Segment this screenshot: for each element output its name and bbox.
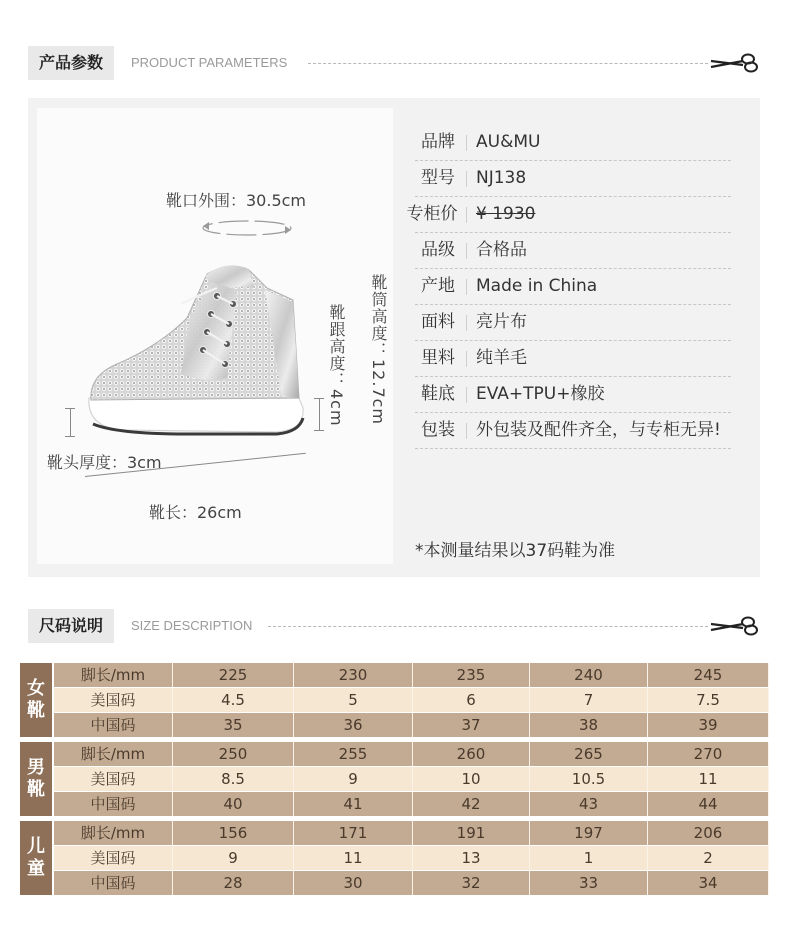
- table-cell: 7: [530, 688, 648, 712]
- table-cell: 34: [648, 871, 769, 895]
- table-cell: 235: [413, 663, 530, 687]
- measurement-note: *本测量结果以37码鞋为准: [415, 541, 616, 561]
- param-label: 专柜价: [406, 204, 458, 224]
- param-value: 亮片布: [476, 312, 527, 332]
- table-cell: 206: [648, 821, 769, 845]
- table-cell: 255: [294, 742, 413, 766]
- table-cell: 8.5: [173, 767, 294, 791]
- table-cell: 13: [413, 846, 530, 870]
- size-divider: [268, 626, 708, 627]
- table-cell: 11: [648, 767, 769, 791]
- row-label-cell: 中国码: [54, 713, 173, 737]
- size-category-label: [20, 663, 52, 737]
- param-separator: [466, 207, 467, 223]
- table-cell: 250: [173, 742, 294, 766]
- param-row-price: [406, 196, 731, 233]
- collar-dimension-label: 靴口外围：30.5cm: [166, 191, 307, 210]
- category-char: 男: [27, 757, 45, 778]
- size-subtitle: SIZE DESCRIPTION: [131, 618, 253, 633]
- param-row-brand: [415, 124, 731, 161]
- row-label-cell: 美国码: [54, 767, 173, 791]
- collar-circumference-marker: [197, 216, 297, 240]
- param-separator: [466, 423, 467, 439]
- table-row: [54, 792, 769, 816]
- toe-thickness-label: 靴头厚度：3cm: [47, 453, 162, 472]
- param-row-lining: [415, 340, 731, 377]
- param-value: 外包装及配件齐全，与专柜无异!: [476, 420, 721, 440]
- table-cell: 240: [530, 663, 648, 687]
- row-label-cell: 中国码: [54, 792, 173, 816]
- param-value: 纯羊毛: [476, 348, 527, 368]
- table-cell: 41: [294, 792, 413, 816]
- table-cell: 39: [648, 713, 769, 737]
- param-separator: [466, 171, 467, 187]
- table-cell: 2: [648, 846, 769, 870]
- table-cell: 245: [648, 663, 769, 687]
- table-cell: 7.5: [648, 688, 769, 712]
- param-label: 品牌: [421, 132, 455, 152]
- table-cell: 225: [173, 663, 294, 687]
- param-row-grade: [415, 232, 731, 269]
- category-char: 靴: [27, 700, 45, 721]
- table-cell: 270: [648, 742, 769, 766]
- table-cell: 230: [294, 663, 413, 687]
- table-cell: 38: [530, 713, 648, 737]
- params-section-header: [28, 46, 763, 80]
- table-cell: 28: [173, 871, 294, 895]
- table-cell: 35: [173, 713, 294, 737]
- param-row-origin: [415, 268, 731, 305]
- table-row: [54, 821, 769, 845]
- shaft-height-label: 靴筒高度：12.7cm: [369, 274, 388, 426]
- param-row-fabric: [415, 304, 731, 341]
- table-cell: 30: [294, 871, 413, 895]
- scissors-icon: [709, 614, 759, 638]
- table-cell: 10.5: [530, 767, 648, 791]
- param-row-sole: [415, 376, 731, 413]
- boot-length-label: 靴长：26cm: [149, 503, 242, 522]
- table-cell: 265: [530, 742, 648, 766]
- param-label: 鞋底: [421, 384, 455, 404]
- table-row: [54, 846, 769, 870]
- size-section-header: [28, 609, 763, 643]
- table-cell: 6: [413, 688, 530, 712]
- param-label: 面料: [421, 312, 455, 332]
- param-label: 里料: [421, 348, 455, 368]
- row-label-cell: 脚长/mm: [54, 821, 173, 845]
- param-separator: [466, 387, 467, 403]
- table-cell: 156: [173, 821, 294, 845]
- params-divider: [308, 63, 708, 64]
- param-row-packaging: [415, 412, 731, 449]
- table-cell: 43: [530, 792, 648, 816]
- row-label-cell: 脚长/mm: [54, 663, 173, 687]
- param-value: EVA+TPU+橡胶: [476, 384, 605, 404]
- table-cell: 32: [413, 871, 530, 895]
- size-category-label: [20, 742, 52, 816]
- table-cell: 260: [413, 742, 530, 766]
- param-separator: [466, 351, 467, 367]
- table-cell: 197: [530, 821, 648, 845]
- shoe-diagram: [37, 108, 393, 564]
- table-row: [54, 742, 769, 766]
- table-cell: 37: [413, 713, 530, 737]
- params-title: 产品参数: [28, 46, 114, 80]
- param-value-price: ¥ 1930: [476, 204, 536, 224]
- table-cell: 191: [413, 821, 530, 845]
- table-cell: 5: [294, 688, 413, 712]
- table-cell: 33: [530, 871, 648, 895]
- param-value: AU&MU: [476, 132, 541, 152]
- row-label-cell: 脚长/mm: [54, 742, 173, 766]
- table-cell: 36: [294, 713, 413, 737]
- param-value: NJ138: [476, 168, 527, 188]
- size-category-label: [20, 821, 52, 895]
- table-row: [54, 663, 769, 687]
- param-separator: [466, 315, 467, 331]
- params-subtitle: PRODUCT PARAMETERS: [131, 55, 288, 70]
- param-label: 品级: [421, 240, 455, 260]
- table-cell: 1: [530, 846, 648, 870]
- category-char: 女: [27, 678, 45, 699]
- size-title: 尺码说明: [28, 609, 114, 643]
- param-value: 合格品: [476, 240, 527, 260]
- table-cell: 44: [648, 792, 769, 816]
- table-cell: 11: [294, 846, 413, 870]
- table-cell: 40: [173, 792, 294, 816]
- row-label-cell: 美国码: [54, 688, 173, 712]
- table-cell: 171: [294, 821, 413, 845]
- table-row: [54, 688, 769, 712]
- table-cell: 9: [294, 767, 413, 791]
- scissors-icon: [709, 51, 759, 75]
- param-value: Made in China: [476, 276, 598, 296]
- size-table-men-boots: [20, 742, 769, 816]
- param-separator: [466, 135, 467, 151]
- category-char: 靴: [27, 779, 45, 800]
- heel-height-marker: [319, 398, 320, 430]
- param-label: 包装: [421, 420, 455, 440]
- table-row: [54, 767, 769, 791]
- param-label: 型号: [421, 168, 455, 188]
- table-cell: 9: [173, 846, 294, 870]
- table-cell: 42: [413, 792, 530, 816]
- sneaker-image: [77, 248, 317, 448]
- heel-height-label: 靴跟高度：4cm: [327, 304, 346, 427]
- row-label-cell: 美国码: [54, 846, 173, 870]
- table-cell: 10: [413, 767, 530, 791]
- toe-thickness-marker: [70, 408, 71, 436]
- param-separator: [466, 279, 467, 295]
- param-label: 产地: [421, 276, 455, 296]
- category-char: 儿: [27, 836, 45, 857]
- parameters-panel: [28, 98, 760, 577]
- row-label-cell: 中国码: [54, 871, 173, 895]
- category-char: 童: [27, 858, 45, 879]
- table-row: [54, 871, 769, 895]
- toe-thickness-tick-bottom: [65, 436, 75, 437]
- param-separator: [466, 243, 467, 259]
- param-row-model: [415, 160, 731, 197]
- heel-tick-bottom: [314, 430, 324, 431]
- table-cell: 4.5: [173, 688, 294, 712]
- table-row: [54, 713, 769, 737]
- size-table-women-boots: [20, 663, 769, 737]
- size-table-kids: [20, 821, 769, 895]
